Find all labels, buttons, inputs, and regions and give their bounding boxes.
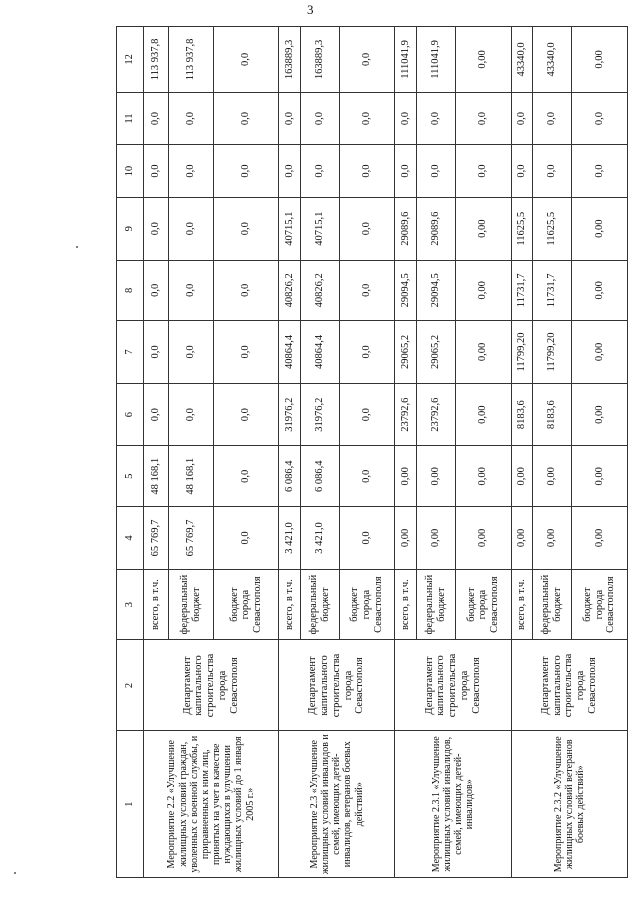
- value-cell: 0,0: [339, 145, 395, 198]
- value-cell: 8183,6: [511, 383, 533, 446]
- table-row: [279, 27, 301, 878]
- funding-source-cell: федеральный бюджет: [533, 569, 572, 640]
- value-cell: 40826,2: [300, 260, 339, 321]
- funding-source-cell: всего, в т.ч.: [511, 569, 533, 640]
- value-cell: 0,00: [533, 507, 572, 570]
- value-cell: 0,0: [214, 260, 279, 321]
- value-cell: 163889,3: [300, 27, 339, 93]
- value-cell: 43340,0: [511, 27, 533, 93]
- value-cell: 0,0: [169, 321, 214, 384]
- header-cell: 12: [117, 27, 144, 93]
- value-cell: 31976,2: [279, 383, 301, 446]
- value-cell: 0,0: [214, 27, 279, 93]
- header-cell: 4: [117, 507, 144, 570]
- value-cell: 0,00: [395, 507, 417, 570]
- value-cell: 29065,2: [417, 321, 456, 384]
- value-cell: 40864,4: [300, 321, 339, 384]
- value-cell: 113 937,8: [144, 27, 169, 93]
- value-cell: 29089,6: [395, 197, 417, 260]
- rotated-table-container: [116, 26, 628, 878]
- value-cell: 11625,5: [511, 197, 533, 260]
- value-cell: 0,00: [571, 27, 627, 93]
- page-number: 3: [307, 2, 314, 17]
- value-cell: 0,0: [144, 383, 169, 446]
- value-cell: 0,00: [417, 446, 456, 507]
- value-cell: 29089,6: [417, 197, 456, 260]
- value-cell: 0,00: [455, 260, 511, 321]
- value-cell: 111041,9: [395, 27, 417, 93]
- value-cell: 0,0: [214, 145, 279, 198]
- header-cell: 11: [117, 92, 144, 145]
- table-row: [144, 27, 169, 878]
- funding-source-cell: бюджет города Севастополя: [455, 569, 511, 640]
- value-cell: 0,0: [144, 260, 169, 321]
- value-cell: 0,0: [300, 145, 339, 198]
- value-cell: 163889,3: [279, 27, 301, 93]
- value-cell: 0,0: [214, 321, 279, 384]
- value-cell: 0,0: [511, 92, 533, 145]
- value-cell: 6 086,4: [300, 446, 339, 507]
- value-cell: 0,0: [169, 145, 214, 198]
- executor-cell: Департамент капитального строительства города Севастополя: [511, 640, 627, 731]
- value-cell: 11799,20: [533, 321, 572, 384]
- value-cell: 6 086,4: [279, 446, 301, 507]
- value-cell: 0,0: [339, 197, 395, 260]
- value-cell: 0,0: [533, 145, 572, 198]
- value-cell: 29094,5: [395, 260, 417, 321]
- value-cell: 0,00: [455, 507, 511, 570]
- header-row: [117, 27, 144, 878]
- funding-source-cell: всего, в т.ч.: [395, 569, 417, 640]
- funding-source-cell: всего, в т.ч.: [144, 569, 169, 640]
- value-cell: 0,0: [455, 145, 511, 198]
- header-cell: 8: [117, 260, 144, 321]
- value-cell: 0,0: [417, 145, 456, 198]
- value-cell: 3 421,0: [279, 507, 301, 570]
- value-cell: 0,00: [571, 197, 627, 260]
- table-row: [395, 27, 417, 878]
- value-cell: 40715,1: [279, 197, 301, 260]
- value-cell: 0,0: [169, 383, 214, 446]
- value-cell: 29094,5: [417, 260, 456, 321]
- scan-speck: [14, 872, 16, 874]
- value-cell: 0,0: [144, 197, 169, 260]
- value-cell: 0,00: [455, 27, 511, 93]
- value-cell: 48 168,1: [144, 446, 169, 507]
- value-cell: 0,0: [395, 92, 417, 145]
- value-cell: 0,0: [571, 145, 627, 198]
- value-cell: 0,00: [417, 507, 456, 570]
- value-cell: 23792,6: [395, 383, 417, 446]
- value-cell: 40715,1: [300, 197, 339, 260]
- value-cell: 11731,7: [533, 260, 572, 321]
- value-cell: 11731,7: [511, 260, 533, 321]
- value-cell: 0,0: [339, 92, 395, 145]
- value-cell: 31976,2: [300, 383, 339, 446]
- value-cell: 0,0: [279, 145, 301, 198]
- header-cell: 3: [117, 569, 144, 640]
- value-cell: 29065,2: [395, 321, 417, 384]
- value-cell: 0,00: [455, 197, 511, 260]
- value-cell: 0,0: [339, 27, 395, 93]
- value-cell: 0,0: [339, 383, 395, 446]
- header-cell: 1: [117, 731, 144, 878]
- value-cell: 0,0: [395, 145, 417, 198]
- value-cell: 0,00: [511, 446, 533, 507]
- value-cell: 0,00: [455, 321, 511, 384]
- funding-table: [116, 26, 628, 878]
- header-cell: 6: [117, 383, 144, 446]
- value-cell: 0,0: [300, 92, 339, 145]
- value-cell: 0,0: [214, 507, 279, 570]
- value-cell: 0,0: [214, 92, 279, 145]
- funding-source-cell: бюджет города Севастополя: [214, 569, 279, 640]
- header-cell: 7: [117, 321, 144, 384]
- value-cell: 23792,6: [417, 383, 456, 446]
- value-cell: 65 769,7: [169, 507, 214, 570]
- value-cell: 0,0: [169, 92, 214, 145]
- funding-source-cell: федеральный бюджет: [169, 569, 214, 640]
- value-cell: 0,0: [214, 383, 279, 446]
- value-cell: 11799,20: [511, 321, 533, 384]
- value-cell: 0,0: [533, 92, 572, 145]
- table-row: [511, 27, 533, 878]
- value-cell: 0,00: [571, 446, 627, 507]
- value-cell: 0,0: [214, 446, 279, 507]
- scan-speck: [76, 246, 78, 248]
- value-cell: 40826,2: [279, 260, 301, 321]
- value-cell: 65 769,7: [144, 507, 169, 570]
- value-cell: 0,0: [339, 507, 395, 570]
- value-cell: 0,00: [571, 260, 627, 321]
- value-cell: 0,00: [395, 446, 417, 507]
- funding-source-cell: федеральный бюджет: [300, 569, 339, 640]
- measure-name-cell: Мероприятие 2.3 «Улучшение жилищных условий инвалидов и семей, имеющих детей-инвалидов, ветеранов боевых действий»: [279, 731, 395, 878]
- value-cell: 0,00: [533, 446, 572, 507]
- value-cell: 0,0: [417, 92, 456, 145]
- value-cell: 0,00: [511, 507, 533, 570]
- value-cell: 40864,4: [279, 321, 301, 384]
- value-cell: 0,0: [144, 92, 169, 145]
- value-cell: 0,0: [511, 145, 533, 198]
- value-cell: 0,0: [169, 197, 214, 260]
- value-cell: 0,00: [455, 383, 511, 446]
- value-cell: 113 937,8: [169, 27, 214, 93]
- value-cell: 11625,5: [533, 197, 572, 260]
- table-body: [117, 27, 628, 878]
- value-cell: 43340,0: [533, 27, 572, 93]
- value-cell: 0,0: [571, 92, 627, 145]
- funding-source-cell: федеральный бюджет: [417, 569, 456, 640]
- value-cell: 0,0: [144, 321, 169, 384]
- value-cell: 0,0: [455, 92, 511, 145]
- header-cell: 5: [117, 446, 144, 507]
- value-cell: 0,0: [214, 197, 279, 260]
- value-cell: 0,0: [144, 145, 169, 198]
- value-cell: 0,00: [571, 321, 627, 384]
- executor-cell: Департамент капитального строительства города Севастополя: [395, 640, 511, 731]
- value-cell: 111041,9: [417, 27, 456, 93]
- executor-cell: Департамент капитального строительства города Севастополя: [279, 640, 395, 731]
- header-cell: 9: [117, 197, 144, 260]
- value-cell: 0,0: [279, 92, 301, 145]
- funding-source-cell: бюджет города Севастополя: [571, 569, 627, 640]
- measure-name-cell: Мероприятие 2.3.2 «Улучшение жилищных условий ветеранов боевых действий»: [511, 731, 627, 878]
- executor-cell: Департамент капитального строительства города Севастополя: [144, 640, 279, 731]
- header-cell: 10: [117, 145, 144, 198]
- value-cell: 48 168,1: [169, 446, 214, 507]
- measure-name-cell: Мероприятие 2.2 «Улучшение жилищных условий граждан, уволенных с военной службы, и приравненных к ним лиц, принятых на учет в качестве нуждающихся в улучшении жилищных условий до 1 января 2005 г.»: [144, 731, 279, 878]
- value-cell: 0,00: [571, 383, 627, 446]
- value-cell: 0,00: [455, 446, 511, 507]
- measure-name-cell: Мероприятие 2.3.1 «Улучшение жилищных условий инвалидов, семей, имеющих детей-инвалидов»: [395, 731, 511, 878]
- value-cell: 0,0: [339, 321, 395, 384]
- value-cell: 0,0: [169, 260, 214, 321]
- funding-source-cell: всего, в т.ч.: [279, 569, 301, 640]
- value-cell: 0,0: [339, 260, 395, 321]
- header-cell: 2: [117, 640, 144, 731]
- value-cell: 3 421,0: [300, 507, 339, 570]
- value-cell: 8183,6: [533, 383, 572, 446]
- funding-source-cell: бюджет города Севастополя: [339, 569, 395, 640]
- value-cell: 0,0: [339, 446, 395, 507]
- value-cell: 0,00: [571, 507, 627, 570]
